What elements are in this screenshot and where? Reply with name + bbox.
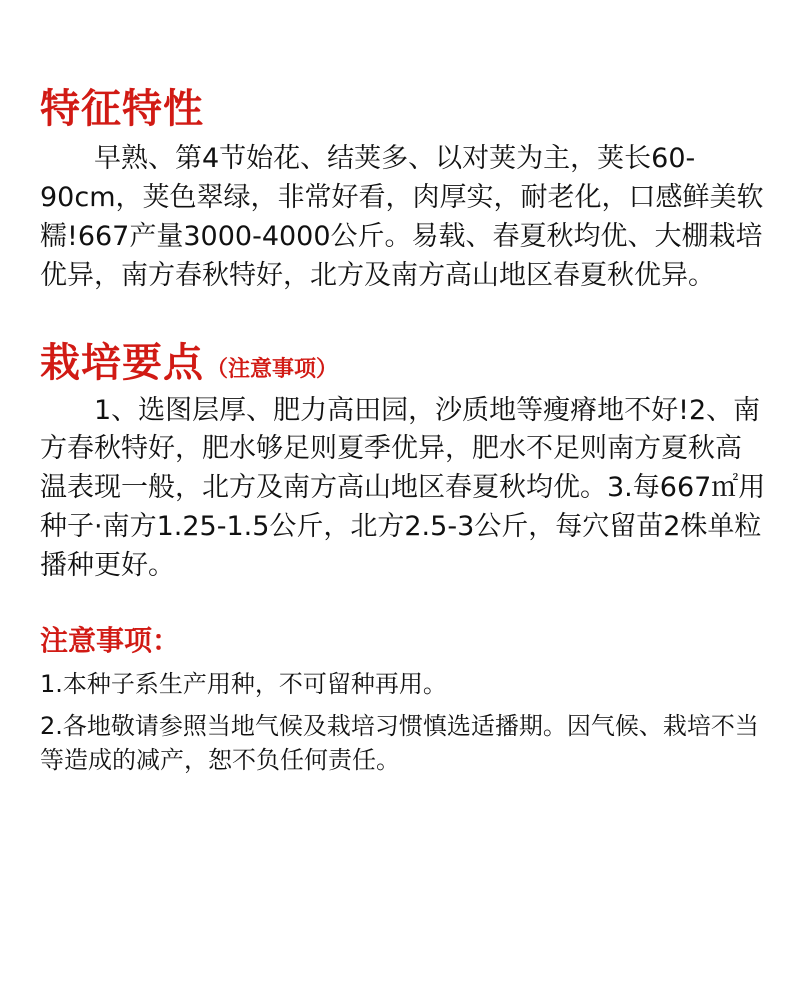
section-cultivation [40, 338, 766, 586]
section-notice [40, 623, 766, 777]
spacer-features-cultivation [40, 296, 766, 342]
section-notice-paragraph-2: 2.各地敬请参照当地气候及栽培习惯慎选适播期。因气候、栽培不当等造成的减产，恕不负任何责任。 [40, 711, 759, 774]
spacer-notice-lines [40, 701, 766, 709]
section-cultivation-heading-note: （注意事项） [206, 355, 339, 382]
section-features-heading: 特征特性 [40, 85, 204, 132]
section-features-paragraph: 早熟、第4节始花、结荚多、以对荚为主，荚长60-90cm，荚色翠绿，非常好看，肉厚实，耐老化，口感鲜美软糯!667产量3000-4000公斤。易载、春夏秋均优、大棚栽培优异，南方春秋特好，北方及南方高山地区春夏秋优异。 [40, 143, 764, 291]
section-features [40, 85, 766, 296]
section-cultivation-paragraph: 1、选图层厚、肥力高田园，沙质地等瘦瘠地不好!2、南方春秋特好，肥水够足则夏季优异，肥水不足则南方夏秋高温表现一般，北方及南方高山地区春夏秋均优。3.每667㎡用种子·南方1.25-1.5公斤，北方2.5-3公斤，每穴留苗2株单粒播种更好。 [40, 394, 766, 581]
spacer-cultivation-notice [40, 586, 766, 626]
section-notice-paragraph-1: 1.本种子系生产用种，不可留种再用。 [40, 669, 447, 698]
section-notice-heading: 注意事项： [40, 623, 181, 657]
section-cultivation-heading-row [40, 338, 766, 386]
section-cultivation-heading: 栽培要点 [40, 338, 204, 386]
